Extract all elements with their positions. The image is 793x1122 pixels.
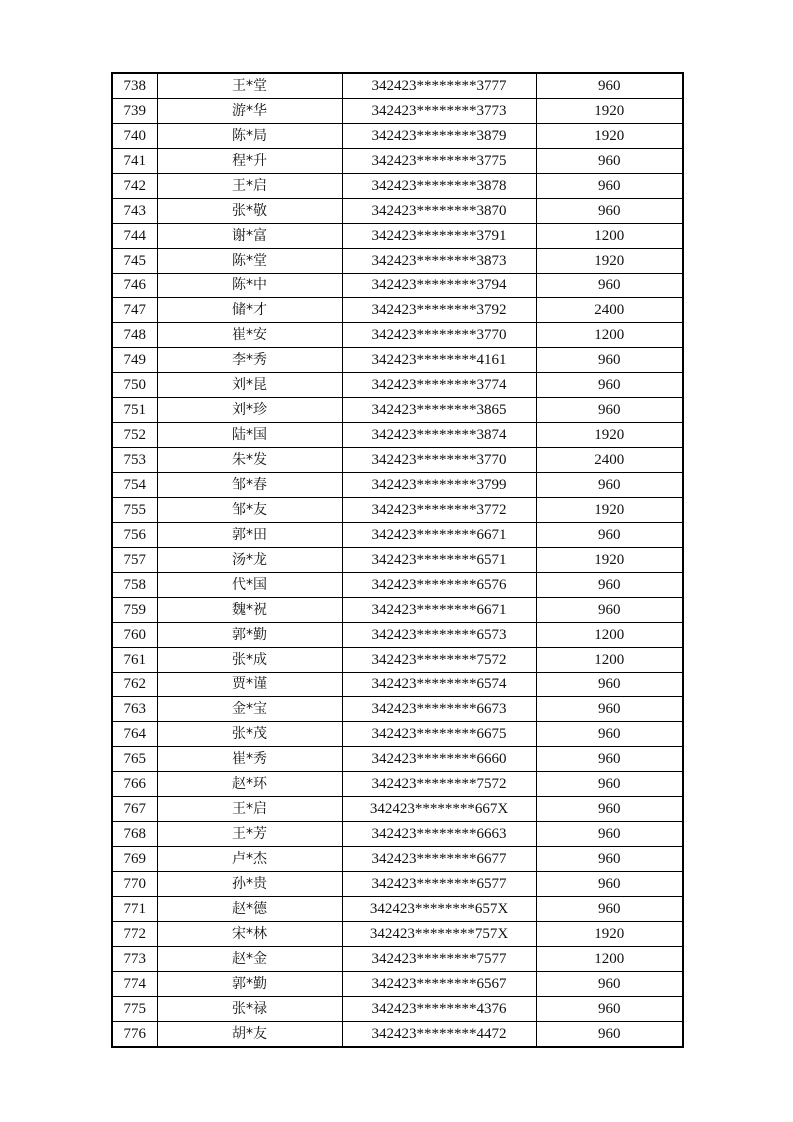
row-number-cell: 749 bbox=[112, 348, 157, 373]
name-cell: 王*堂 bbox=[157, 73, 342, 98]
id-number-cell: 342423********6571 bbox=[342, 547, 536, 572]
id-number-cell: 342423********6663 bbox=[342, 822, 536, 847]
amount-cell: 960 bbox=[536, 348, 683, 373]
id-number-cell: 342423********3878 bbox=[342, 173, 536, 198]
amount-cell: 960 bbox=[536, 772, 683, 797]
id-number-cell: 342423********3879 bbox=[342, 123, 536, 148]
row-number-cell: 768 bbox=[112, 822, 157, 847]
row-number-cell: 763 bbox=[112, 697, 157, 722]
table-row bbox=[112, 148, 683, 173]
row-number-cell: 739 bbox=[112, 98, 157, 123]
id-number-cell: 342423********3773 bbox=[342, 98, 536, 123]
row-number-cell: 740 bbox=[112, 123, 157, 148]
table-row bbox=[112, 448, 683, 473]
row-number-cell: 751 bbox=[112, 398, 157, 423]
name-cell: 张*禄 bbox=[157, 996, 342, 1021]
id-number-cell: 342423********3873 bbox=[342, 248, 536, 273]
table-row bbox=[112, 647, 683, 672]
amount-cell: 960 bbox=[536, 73, 683, 98]
id-number-cell: 342423********667X bbox=[342, 797, 536, 822]
id-number-cell: 342423********6573 bbox=[342, 622, 536, 647]
row-number-cell: 750 bbox=[112, 373, 157, 398]
row-number-cell: 744 bbox=[112, 223, 157, 248]
table-row bbox=[112, 273, 683, 298]
row-number-cell: 741 bbox=[112, 148, 157, 173]
row-number-cell: 767 bbox=[112, 797, 157, 822]
table-row bbox=[112, 1021, 683, 1046]
name-cell: 谢*富 bbox=[157, 223, 342, 248]
name-cell: 孙*贵 bbox=[157, 872, 342, 897]
amount-cell: 960 bbox=[536, 597, 683, 622]
name-cell: 李*秀 bbox=[157, 348, 342, 373]
amount-cell: 1920 bbox=[536, 921, 683, 946]
amount-cell: 960 bbox=[536, 373, 683, 398]
row-number-cell: 748 bbox=[112, 323, 157, 348]
row-number-cell: 776 bbox=[112, 1021, 157, 1046]
table-row bbox=[112, 223, 683, 248]
id-number-cell: 342423********4161 bbox=[342, 348, 536, 373]
amount-cell: 960 bbox=[536, 797, 683, 822]
table-row bbox=[112, 772, 683, 797]
amount-cell: 960 bbox=[536, 398, 683, 423]
name-cell: 代*国 bbox=[157, 572, 342, 597]
amount-cell: 960 bbox=[536, 572, 683, 597]
amount-cell: 960 bbox=[536, 872, 683, 897]
name-cell: 郭*勤 bbox=[157, 971, 342, 996]
id-number-cell: 342423********3865 bbox=[342, 398, 536, 423]
table-row bbox=[112, 896, 683, 921]
amount-cell: 960 bbox=[536, 722, 683, 747]
name-cell: 郭*勤 bbox=[157, 622, 342, 647]
row-number-cell: 769 bbox=[112, 847, 157, 872]
amount-cell: 1920 bbox=[536, 248, 683, 273]
amount-cell: 960 bbox=[536, 522, 683, 547]
amount-cell: 960 bbox=[536, 198, 683, 223]
name-cell: 刘*昆 bbox=[157, 373, 342, 398]
amount-cell: 2400 bbox=[536, 448, 683, 473]
row-number-cell: 772 bbox=[112, 921, 157, 946]
id-number-cell: 342423********3775 bbox=[342, 148, 536, 173]
table-row bbox=[112, 921, 683, 946]
name-cell: 赵*环 bbox=[157, 772, 342, 797]
row-number-cell: 771 bbox=[112, 896, 157, 921]
row-number-cell: 766 bbox=[112, 772, 157, 797]
table-row bbox=[112, 872, 683, 897]
name-cell: 汤*龙 bbox=[157, 547, 342, 572]
table-row bbox=[112, 522, 683, 547]
roster-table-body bbox=[112, 73, 683, 1047]
amount-cell: 960 bbox=[536, 822, 683, 847]
id-number-cell: 342423********3870 bbox=[342, 198, 536, 223]
table-row bbox=[112, 173, 683, 198]
name-cell: 游*华 bbox=[157, 98, 342, 123]
name-cell: 储*才 bbox=[157, 298, 342, 323]
id-number-cell: 342423********3791 bbox=[342, 223, 536, 248]
name-cell: 宋*林 bbox=[157, 921, 342, 946]
row-number-cell: 752 bbox=[112, 423, 157, 448]
table-row bbox=[112, 672, 683, 697]
name-cell: 陈*堂 bbox=[157, 248, 342, 273]
name-cell: 邹*春 bbox=[157, 473, 342, 498]
table-row bbox=[112, 996, 683, 1021]
id-number-cell: 342423********3770 bbox=[342, 448, 536, 473]
amount-cell: 960 bbox=[536, 896, 683, 921]
table-row bbox=[112, 423, 683, 448]
id-number-cell: 342423********3770 bbox=[342, 323, 536, 348]
row-number-cell: 764 bbox=[112, 722, 157, 747]
amount-cell: 1920 bbox=[536, 98, 683, 123]
amount-cell: 960 bbox=[536, 847, 683, 872]
table-row bbox=[112, 971, 683, 996]
table-row bbox=[112, 73, 683, 98]
table-row bbox=[112, 822, 683, 847]
name-cell: 刘*珍 bbox=[157, 398, 342, 423]
row-number-cell: 743 bbox=[112, 198, 157, 223]
amount-cell: 1920 bbox=[536, 547, 683, 572]
row-number-cell: 738 bbox=[112, 73, 157, 98]
row-number-cell: 756 bbox=[112, 522, 157, 547]
amount-cell: 1920 bbox=[536, 423, 683, 448]
name-cell: 郭*田 bbox=[157, 522, 342, 547]
name-cell: 赵*德 bbox=[157, 896, 342, 921]
id-number-cell: 342423********6577 bbox=[342, 872, 536, 897]
id-number-cell: 342423********4472 bbox=[342, 1021, 536, 1046]
table-row bbox=[112, 398, 683, 423]
row-number-cell: 754 bbox=[112, 473, 157, 498]
id-number-cell: 342423********3772 bbox=[342, 497, 536, 522]
table-row bbox=[112, 348, 683, 373]
table-row bbox=[112, 473, 683, 498]
name-cell: 赵*金 bbox=[157, 946, 342, 971]
name-cell: 贾*谨 bbox=[157, 672, 342, 697]
amount-cell: 1200 bbox=[536, 622, 683, 647]
row-number-cell: 761 bbox=[112, 647, 157, 672]
name-cell: 程*升 bbox=[157, 148, 342, 173]
name-cell: 魏*祝 bbox=[157, 597, 342, 622]
row-number-cell: 760 bbox=[112, 622, 157, 647]
table-row bbox=[112, 323, 683, 348]
row-number-cell: 759 bbox=[112, 597, 157, 622]
name-cell: 陆*国 bbox=[157, 423, 342, 448]
table-row bbox=[112, 622, 683, 647]
amount-cell: 960 bbox=[536, 672, 683, 697]
row-number-cell: 774 bbox=[112, 971, 157, 996]
id-number-cell: 342423********757X bbox=[342, 921, 536, 946]
id-number-cell: 342423********6677 bbox=[342, 847, 536, 872]
row-number-cell: 762 bbox=[112, 672, 157, 697]
amount-cell: 960 bbox=[536, 1021, 683, 1046]
table-row bbox=[112, 747, 683, 772]
table-row bbox=[112, 198, 683, 223]
amount-cell: 1200 bbox=[536, 223, 683, 248]
id-number-cell: 342423********6567 bbox=[342, 971, 536, 996]
amount-cell: 960 bbox=[536, 273, 683, 298]
id-number-cell: 342423********6675 bbox=[342, 722, 536, 747]
amount-cell: 960 bbox=[536, 747, 683, 772]
amount-cell: 960 bbox=[536, 971, 683, 996]
row-number-cell: 773 bbox=[112, 946, 157, 971]
table-row bbox=[112, 722, 683, 747]
amount-cell: 960 bbox=[536, 148, 683, 173]
table-row bbox=[112, 847, 683, 872]
name-cell: 王*芳 bbox=[157, 822, 342, 847]
table-row bbox=[112, 98, 683, 123]
id-number-cell: 342423********7572 bbox=[342, 647, 536, 672]
id-number-cell: 342423********6673 bbox=[342, 697, 536, 722]
id-number-cell: 342423********3794 bbox=[342, 273, 536, 298]
name-cell: 陈*局 bbox=[157, 123, 342, 148]
table-row bbox=[112, 797, 683, 822]
id-number-cell: 342423********3874 bbox=[342, 423, 536, 448]
name-cell: 金*宝 bbox=[157, 697, 342, 722]
name-cell: 张*茂 bbox=[157, 722, 342, 747]
table-row bbox=[112, 697, 683, 722]
name-cell: 卢*杰 bbox=[157, 847, 342, 872]
row-number-cell: 742 bbox=[112, 173, 157, 198]
amount-cell: 1200 bbox=[536, 323, 683, 348]
name-cell: 张*成 bbox=[157, 647, 342, 672]
name-cell: 朱*发 bbox=[157, 448, 342, 473]
table-row bbox=[112, 597, 683, 622]
amount-cell: 960 bbox=[536, 173, 683, 198]
id-number-cell: 342423********3799 bbox=[342, 473, 536, 498]
name-cell: 张*敬 bbox=[157, 198, 342, 223]
id-number-cell: 342423********657X bbox=[342, 896, 536, 921]
amount-cell: 960 bbox=[536, 697, 683, 722]
row-number-cell: 745 bbox=[112, 248, 157, 273]
table-row bbox=[112, 497, 683, 522]
name-cell: 邹*友 bbox=[157, 497, 342, 522]
roster-table bbox=[111, 72, 684, 1048]
id-number-cell: 342423********6576 bbox=[342, 572, 536, 597]
row-number-cell: 775 bbox=[112, 996, 157, 1021]
amount-cell: 960 bbox=[536, 996, 683, 1021]
amount-cell: 2400 bbox=[536, 298, 683, 323]
amount-cell: 1200 bbox=[536, 647, 683, 672]
id-number-cell: 342423********3774 bbox=[342, 373, 536, 398]
amount-cell: 1920 bbox=[536, 123, 683, 148]
table-row bbox=[112, 572, 683, 597]
id-number-cell: 342423********7577 bbox=[342, 946, 536, 971]
amount-cell: 960 bbox=[536, 473, 683, 498]
name-cell: 陈*中 bbox=[157, 273, 342, 298]
row-number-cell: 758 bbox=[112, 572, 157, 597]
id-number-cell: 342423********6660 bbox=[342, 747, 536, 772]
table-row bbox=[112, 946, 683, 971]
name-cell: 王*启 bbox=[157, 797, 342, 822]
table-row bbox=[112, 123, 683, 148]
name-cell: 崔*安 bbox=[157, 323, 342, 348]
id-number-cell: 342423********4376 bbox=[342, 996, 536, 1021]
id-number-cell: 342423********7572 bbox=[342, 772, 536, 797]
table-row bbox=[112, 547, 683, 572]
table-row bbox=[112, 298, 683, 323]
amount-cell: 1920 bbox=[536, 497, 683, 522]
name-cell: 胡*友 bbox=[157, 1021, 342, 1046]
row-number-cell: 746 bbox=[112, 273, 157, 298]
row-number-cell: 753 bbox=[112, 448, 157, 473]
name-cell: 崔*秀 bbox=[157, 747, 342, 772]
id-number-cell: 342423********3777 bbox=[342, 73, 536, 98]
row-number-cell: 755 bbox=[112, 497, 157, 522]
name-cell: 王*启 bbox=[157, 173, 342, 198]
id-number-cell: 342423********6574 bbox=[342, 672, 536, 697]
row-number-cell: 757 bbox=[112, 547, 157, 572]
amount-cell: 1200 bbox=[536, 946, 683, 971]
id-number-cell: 342423********6671 bbox=[342, 522, 536, 547]
row-number-cell: 770 bbox=[112, 872, 157, 897]
table-row bbox=[112, 248, 683, 273]
row-number-cell: 765 bbox=[112, 747, 157, 772]
id-number-cell: 342423********6671 bbox=[342, 597, 536, 622]
table-row bbox=[112, 373, 683, 398]
row-number-cell: 747 bbox=[112, 298, 157, 323]
id-number-cell: 342423********3792 bbox=[342, 298, 536, 323]
